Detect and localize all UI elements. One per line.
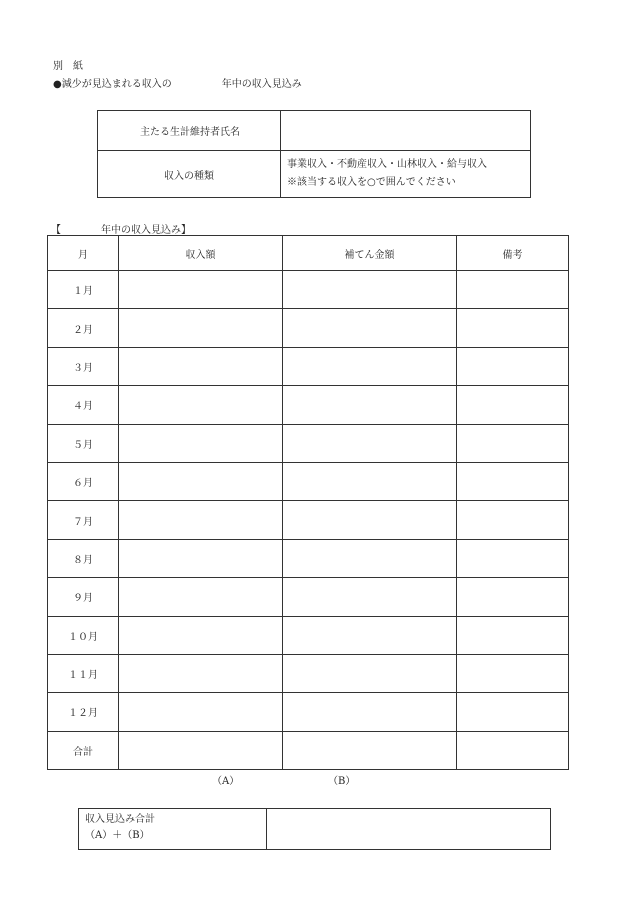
month-cell: ６月	[48, 462, 119, 500]
remarks-field[interactable]	[457, 578, 569, 616]
month-cell: ９月	[48, 578, 119, 616]
compensation-amount-field[interactable]	[283, 578, 457, 616]
compensation-amount-field[interactable]	[283, 731, 457, 769]
betsushi-label: 別 紙	[53, 61, 83, 72]
remarks-field[interactable]	[457, 539, 569, 577]
income-type-row	[98, 151, 531, 198]
income-table	[47, 235, 569, 770]
remarks-field[interactable]	[457, 309, 569, 347]
section-title: 【 年中の収入見込み】	[51, 225, 191, 236]
header-compensation: 補てん金額	[283, 236, 457, 271]
compensation-amount-field[interactable]	[283, 539, 457, 577]
income-amount-field[interactable]	[119, 731, 283, 769]
table-row	[48, 578, 569, 616]
income-amount-field[interactable]	[119, 424, 283, 462]
month-cell: ８月	[48, 539, 119, 577]
compensation-amount-field[interactable]	[283, 309, 457, 347]
month-cell: １月	[48, 271, 119, 309]
table-row	[48, 654, 569, 692]
income-amount-field[interactable]	[119, 501, 283, 539]
table-row	[48, 731, 569, 769]
total-table	[78, 808, 551, 850]
income-amount-field[interactable]	[119, 309, 283, 347]
income-amount-field[interactable]	[119, 693, 283, 731]
month-cell: １０月	[48, 616, 119, 654]
month-cell: ７月	[48, 501, 119, 539]
header-remarks: 備考	[457, 236, 569, 271]
compensation-amount-field[interactable]	[283, 386, 457, 424]
month-cell: ３月	[48, 347, 119, 385]
income-amount-field[interactable]	[119, 462, 283, 500]
month-cell: １２月	[48, 693, 119, 731]
compensation-amount-field[interactable]	[283, 462, 457, 500]
month-cell: ４月	[48, 386, 119, 424]
compensation-amount-field[interactable]	[283, 654, 457, 692]
document-title: ●減少が見込まれる収入の 年中の収入見込み	[53, 79, 302, 90]
compensation-amount-field[interactable]	[283, 347, 457, 385]
month-cell: ２月	[48, 309, 119, 347]
compensation-amount-field[interactable]	[283, 693, 457, 731]
table-row	[48, 462, 569, 500]
name-field[interactable]	[281, 111, 531, 151]
total-label	[79, 809, 267, 850]
income-amount-field[interactable]	[119, 271, 283, 309]
remarks-field[interactable]	[457, 271, 569, 309]
income-type-label: 収入の種類	[98, 151, 281, 198]
compensation-amount-field[interactable]	[283, 616, 457, 654]
table-row	[48, 539, 569, 577]
label-b: （B）	[328, 776, 356, 787]
remarks-field[interactable]	[457, 501, 569, 539]
label-a: （A）	[212, 776, 240, 787]
remarks-field[interactable]	[457, 731, 569, 769]
name-row	[98, 111, 531, 151]
remarks-field[interactable]	[457, 347, 569, 385]
header-income: 収入額	[119, 236, 283, 271]
table-header-row	[48, 236, 569, 271]
month-cell: ５月	[48, 424, 119, 462]
month-cell: １１月	[48, 654, 119, 692]
month-cell: 合計	[48, 731, 119, 769]
table-row	[48, 424, 569, 462]
remarks-field[interactable]	[457, 654, 569, 692]
info-table	[97, 110, 531, 198]
remarks-field[interactable]	[457, 693, 569, 731]
income-amount-field[interactable]	[119, 539, 283, 577]
table-row	[48, 693, 569, 731]
income-amount-field[interactable]	[119, 347, 283, 385]
income-amount-field[interactable]	[119, 616, 283, 654]
table-row	[48, 347, 569, 385]
income-type-note: ※該当する収入を○で囲んでください	[287, 177, 456, 188]
compensation-amount-field[interactable]	[283, 271, 457, 309]
name-label: 主たる生計維持者氏名	[98, 111, 281, 151]
income-amount-field[interactable]	[119, 386, 283, 424]
compensation-amount-field[interactable]	[283, 424, 457, 462]
income-type-cell[interactable]	[281, 151, 531, 198]
income-amount-field[interactable]	[119, 578, 283, 616]
table-row	[48, 616, 569, 654]
remarks-field[interactable]	[457, 462, 569, 500]
table-row	[48, 501, 569, 539]
remarks-field[interactable]	[457, 386, 569, 424]
income-amount-field[interactable]	[119, 654, 283, 692]
total-label-line2: （A）＋（B）	[85, 830, 150, 841]
table-row	[48, 309, 569, 347]
total-row	[79, 809, 551, 850]
header-month: 月	[48, 236, 119, 271]
compensation-amount-field[interactable]	[283, 501, 457, 539]
income-type-options: 事業収入・不動産収入・山林収入・給与収入	[287, 159, 487, 170]
table-row	[48, 386, 569, 424]
total-value-field[interactable]	[267, 809, 551, 850]
remarks-field[interactable]	[457, 424, 569, 462]
table-row	[48, 271, 569, 309]
total-label-line1: 収入見込み合計	[85, 814, 155, 825]
remarks-field[interactable]	[457, 616, 569, 654]
